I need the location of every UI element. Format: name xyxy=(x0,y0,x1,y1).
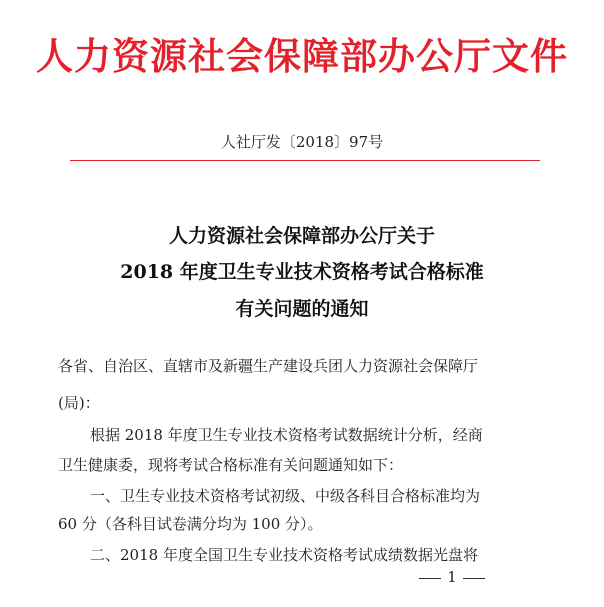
item-1-line-2: 60 分（各科目试卷满分均为 100 分）。 xyxy=(58,515,323,533)
page-number-dash-left xyxy=(419,578,441,579)
notice-title-line-2: 2018 年度卫生专业技术资格考试合格标准 xyxy=(120,261,484,283)
item-1-line-1: 一、卫生专业技术资格考试初级、中级各科目合格标准均为 xyxy=(90,487,481,505)
addressee-line-2: (局)： xyxy=(58,394,100,412)
paragraph-1-line-2: 卫生健康委，现将考试合格标准有关问题通知如下： xyxy=(58,456,404,474)
document-number: 人社厅发〔2018〕97号 xyxy=(220,133,384,151)
page-number xyxy=(0,567,604,587)
page-number-dash-right xyxy=(463,578,485,579)
issuer-header-title: 人力资源社会保障部办公厅文件 xyxy=(36,34,568,78)
page-number-value: 1 xyxy=(447,568,457,586)
red-separator-line xyxy=(70,160,540,161)
addressee-line-1: 各省、自治区、直辖市及新疆生产建设兵团人力资源社会保障厅 xyxy=(58,357,479,375)
item-2-line-1: 二、2018 年度全国卫生专业技术资格考试成绩数据光盘将 xyxy=(90,546,478,564)
paragraph-1-line-1: 根据 2018 年度卫生专业技术资格考试数据统计分析，经商 xyxy=(90,426,483,444)
notice-title-line-3: 有关问题的通知 xyxy=(235,298,369,320)
notice-title-line-1: 人力资源社会保障部办公厅关于 xyxy=(168,225,435,247)
